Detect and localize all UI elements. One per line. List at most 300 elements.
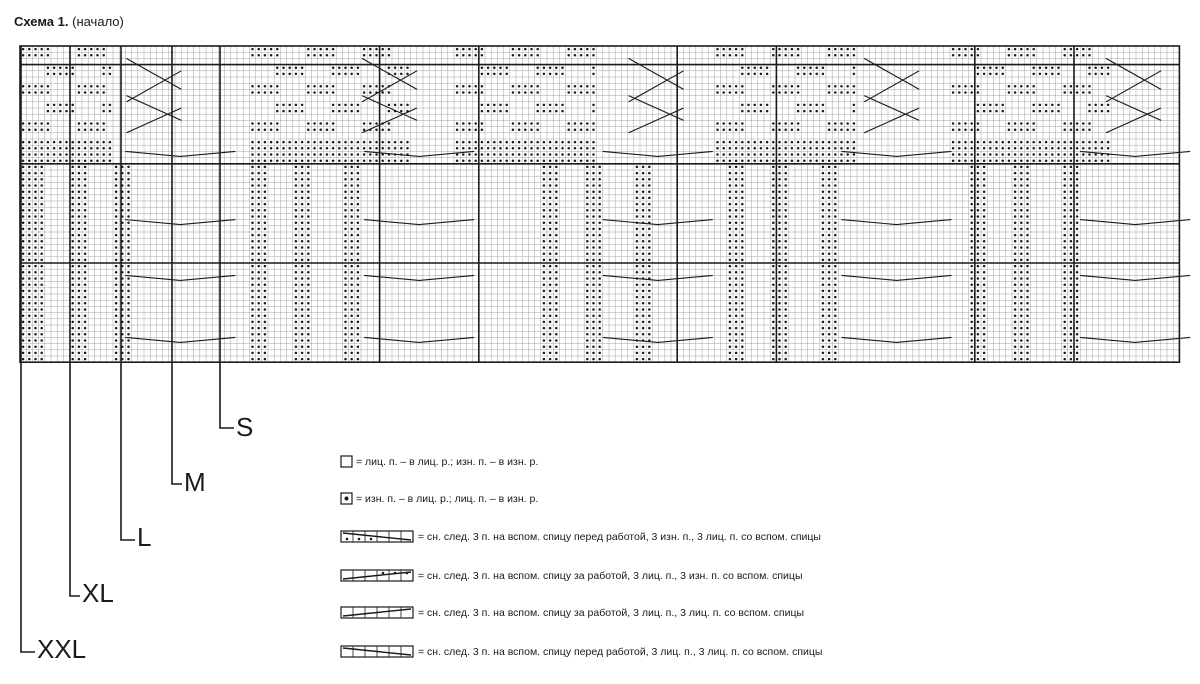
purl-dot — [474, 159, 477, 162]
purl-dot — [636, 327, 639, 330]
purl-dot — [760, 73, 763, 76]
purl-dot — [301, 147, 304, 150]
purl-dot — [784, 203, 787, 206]
purl-dot — [784, 209, 787, 212]
purl-dot — [772, 321, 775, 324]
purl-dot — [1107, 66, 1110, 69]
purl-dot — [257, 209, 260, 212]
purl-dot — [357, 172, 360, 175]
purl-dot — [71, 234, 74, 237]
purl-dot — [357, 271, 360, 274]
purl-dot — [983, 352, 986, 355]
purl-dot — [127, 228, 130, 231]
purl-dot — [96, 122, 99, 125]
purl-dot — [47, 48, 50, 51]
purl-dot — [574, 48, 577, 51]
purl-dot — [251, 302, 254, 305]
purl-dot — [40, 166, 43, 169]
purl-dot — [400, 159, 403, 162]
purl-dot — [592, 209, 595, 212]
purl-dot — [1014, 122, 1017, 125]
purl-dot — [332, 85, 335, 88]
purl-dot — [1051, 141, 1054, 144]
purl-dot — [487, 104, 490, 107]
purl-dot — [809, 147, 812, 150]
purl-dot — [264, 178, 267, 181]
purl-dot — [1094, 110, 1097, 113]
purl-dot — [71, 246, 74, 249]
purl-dot — [1014, 190, 1017, 193]
purl-dot — [288, 73, 291, 76]
purl-dot — [983, 190, 986, 193]
purl-dot — [822, 277, 825, 280]
purl-dot — [84, 339, 87, 342]
purl-dot — [307, 184, 310, 187]
purl-dot — [257, 240, 260, 243]
purl-dot — [977, 252, 980, 255]
purl-dot — [741, 122, 744, 125]
purl-dot — [1070, 178, 1073, 181]
purl-dot — [772, 178, 775, 181]
purl-dot — [102, 85, 105, 88]
purl-dot — [264, 259, 267, 262]
purl-dot — [828, 166, 831, 169]
purl-dot — [592, 197, 595, 200]
purl-dot — [1076, 321, 1079, 324]
purl-dot — [518, 128, 521, 131]
purl-dot — [375, 54, 378, 57]
purl-dot — [549, 110, 552, 113]
purl-dot — [1076, 209, 1079, 212]
purl-dot — [1076, 252, 1079, 255]
purl-dot — [1026, 345, 1029, 348]
purl-dot — [536, 66, 539, 69]
purl-dot — [642, 333, 645, 336]
purl-dot — [809, 159, 812, 162]
purl-dot — [543, 240, 546, 243]
purl-dot — [406, 159, 409, 162]
purl-dot — [22, 333, 25, 336]
purl-dot — [307, 283, 310, 286]
purl-dot — [1020, 246, 1023, 249]
purl-dot — [598, 234, 601, 237]
purl-dot — [543, 141, 546, 144]
purl-dot — [307, 203, 310, 206]
purl-dot — [741, 141, 744, 144]
purl-dot — [282, 147, 285, 150]
purl-dot — [1020, 147, 1023, 150]
cable-chevron-line — [1080, 275, 1190, 280]
purl-dot — [264, 147, 267, 150]
purl-dot — [828, 290, 831, 293]
purl-dot — [59, 110, 62, 113]
purl-dot — [735, 178, 738, 181]
legend-text: = сн. след. 3 п. на вспом. спицу за работой, 3 лиц. п., 3 изн. п. со вспом. спицы — [418, 570, 803, 582]
purl-dot — [1070, 159, 1073, 162]
purl-dot — [375, 85, 378, 88]
purl-dot — [722, 48, 725, 51]
purl-dot — [642, 246, 645, 249]
purl-dot — [822, 345, 825, 348]
purl-dot — [65, 104, 68, 107]
purl-dot — [71, 327, 74, 330]
purl-dot — [561, 73, 564, 76]
purl-dot — [834, 228, 837, 231]
purl-dot — [592, 321, 595, 324]
purl-dot — [995, 73, 998, 76]
purl-dot — [1082, 128, 1085, 131]
purl-dot — [1014, 352, 1017, 355]
purl-dot — [977, 327, 980, 330]
purl-dot — [357, 166, 360, 169]
purl-dot — [1045, 159, 1048, 162]
purl-dot — [530, 85, 533, 88]
purl-dot — [363, 54, 366, 57]
purl-dot — [307, 54, 310, 57]
purl-dot — [586, 265, 589, 268]
purl-dot — [332, 54, 335, 57]
purl-dot — [543, 203, 546, 206]
purl-dot — [586, 259, 589, 262]
purl-dot — [1070, 85, 1073, 88]
purl-dot — [964, 54, 967, 57]
purl-dot — [592, 302, 595, 305]
purl-dot — [1088, 122, 1091, 125]
purl-dot — [84, 122, 87, 125]
purl-dot — [970, 159, 973, 162]
purl-dot — [592, 147, 595, 150]
purl-dot — [598, 203, 601, 206]
purl-dot — [803, 73, 806, 76]
purl-dot — [834, 54, 837, 57]
purl-dot — [264, 265, 267, 268]
purl-dot — [78, 203, 81, 206]
purl-dot — [853, 147, 856, 150]
purl-dot — [71, 259, 74, 262]
purl-dot — [636, 290, 639, 293]
purl-dot — [592, 54, 595, 57]
purl-dot — [772, 283, 775, 286]
purl-dot — [828, 259, 831, 262]
purl-dot — [1014, 91, 1017, 94]
purl-dot — [822, 259, 825, 262]
purl-dot — [561, 110, 564, 113]
purl-dot — [636, 352, 639, 355]
purl-dot — [1076, 240, 1079, 243]
purl-dot — [995, 159, 998, 162]
purl-dot — [822, 209, 825, 212]
purl-dot — [840, 122, 843, 125]
purl-dot — [834, 339, 837, 342]
purl-dot — [65, 110, 68, 113]
purl-dot — [251, 159, 254, 162]
cable-chevron-line — [1080, 337, 1190, 342]
purl-dot — [350, 290, 353, 293]
purl-dot — [822, 271, 825, 274]
purl-dot — [977, 128, 980, 131]
purl-dot — [1076, 327, 1079, 330]
purl-dot — [598, 252, 601, 255]
purl-dot — [53, 159, 56, 162]
purl-dot — [456, 147, 459, 150]
cable-chevron-line — [603, 275, 713, 280]
purl-dot — [1063, 228, 1066, 231]
purl-dot — [350, 184, 353, 187]
purl-dot — [524, 48, 527, 51]
purl-dot — [834, 283, 837, 286]
purl-dot — [555, 141, 558, 144]
purl-dot — [592, 166, 595, 169]
purl-dot — [257, 277, 260, 280]
purl-dot — [822, 321, 825, 324]
purl-dot — [834, 209, 837, 212]
purl-dot — [840, 147, 843, 150]
purl-dot — [512, 91, 515, 94]
purl-dot — [264, 203, 267, 206]
purl-dot — [1063, 321, 1066, 324]
purl-dot — [735, 345, 738, 348]
purl-dot — [648, 240, 651, 243]
purl-dot — [319, 153, 322, 156]
purl-dot — [729, 166, 732, 169]
purl-dot — [456, 54, 459, 57]
purl-dot — [282, 73, 285, 76]
purl-dot — [741, 321, 744, 324]
purl-dot — [716, 141, 719, 144]
purl-dot — [964, 48, 967, 51]
purl-dot — [977, 190, 980, 193]
purl-dot — [970, 91, 973, 94]
purl-dot — [1076, 234, 1079, 237]
purl-dot — [778, 277, 781, 280]
purl-dot — [313, 85, 316, 88]
purl-dot — [301, 283, 304, 286]
purl-dot — [592, 345, 595, 348]
purl-dot — [78, 221, 81, 224]
purl-dot — [1020, 327, 1023, 330]
purl-dot — [34, 252, 37, 255]
purl-dot — [493, 73, 496, 76]
purl-dot — [543, 209, 546, 212]
purl-dot — [586, 234, 589, 237]
purl-dot — [549, 215, 552, 218]
purl-dot — [784, 234, 787, 237]
purl-dot — [729, 339, 732, 342]
purl-dot — [84, 333, 87, 336]
purl-dot — [344, 166, 347, 169]
purl-dot — [778, 308, 781, 311]
purl-dot — [251, 215, 254, 218]
purl-dot — [828, 339, 831, 342]
purl-dot — [84, 178, 87, 181]
purl-dot — [828, 197, 831, 200]
purl-dot — [561, 147, 564, 150]
purl-dot — [741, 197, 744, 200]
purl-dot — [642, 358, 645, 361]
purl-dot — [34, 302, 37, 305]
purl-dot — [983, 147, 986, 150]
purl-dot — [71, 159, 74, 162]
purl-dot — [822, 358, 825, 361]
purl-dot — [127, 246, 130, 249]
purl-dot — [34, 327, 37, 330]
purl-dot — [977, 339, 980, 342]
purl-dot — [301, 271, 304, 274]
purl-dot — [338, 147, 341, 150]
purl-dot — [834, 333, 837, 336]
purl-dot — [735, 197, 738, 200]
purl-dot — [84, 228, 87, 231]
purl-dot — [34, 240, 37, 243]
purl-dot — [115, 277, 118, 280]
purl-dot — [22, 240, 25, 243]
purl-dot — [1088, 153, 1091, 156]
purl-dot — [642, 234, 645, 237]
purl-dot — [592, 73, 595, 76]
purl-dot — [295, 345, 298, 348]
purl-dot — [307, 141, 310, 144]
purl-dot — [357, 352, 360, 355]
purl-dot — [127, 234, 130, 237]
purl-dot — [555, 283, 558, 286]
purl-dot — [350, 104, 353, 107]
purl-dot — [22, 184, 25, 187]
purl-dot — [1076, 197, 1079, 200]
purl-dot — [344, 234, 347, 237]
purl-dot — [40, 147, 43, 150]
purl-dot — [40, 327, 43, 330]
purl-dot — [78, 333, 81, 336]
purl-dot — [1014, 54, 1017, 57]
purl-dot — [741, 290, 744, 293]
purl-dot — [84, 48, 87, 51]
purl-dot — [1076, 283, 1079, 286]
purl-dot — [983, 271, 986, 274]
purl-dot — [735, 290, 738, 293]
purl-dot — [970, 339, 973, 342]
purl-dot — [102, 54, 105, 57]
purl-dot — [598, 178, 601, 181]
purl-dot — [970, 345, 973, 348]
purl-dot — [1063, 302, 1066, 305]
purl-dot — [543, 66, 546, 69]
purl-dot — [28, 234, 31, 237]
purl-dot — [40, 277, 43, 280]
purl-dot — [288, 159, 291, 162]
purl-dot — [983, 110, 986, 113]
purl-dot — [524, 85, 527, 88]
cable-cross-line — [1106, 58, 1161, 89]
purl-dot — [549, 178, 552, 181]
purl-dot — [555, 333, 558, 336]
purl-dot — [251, 48, 254, 51]
purl-dot — [1008, 48, 1011, 51]
purl-dot — [592, 296, 595, 299]
purl-dot — [729, 54, 732, 57]
purl-dot — [22, 283, 25, 286]
purl-dot — [357, 252, 360, 255]
purl-dot — [778, 290, 781, 293]
purl-dot — [977, 48, 980, 51]
purl-dot — [970, 54, 973, 57]
purl-dot — [809, 73, 812, 76]
purl-dot — [363, 91, 366, 94]
purl-dot — [22, 259, 25, 262]
purl-dot — [592, 159, 595, 162]
purl-dot — [543, 178, 546, 181]
purl-dot — [642, 321, 645, 324]
legend-row-cable-3 — [340, 606, 804, 620]
purl-dot — [1076, 308, 1079, 311]
purl-dot — [518, 159, 521, 162]
purl-dot — [1076, 345, 1079, 348]
purl-dot — [59, 73, 62, 76]
purl-dot — [47, 128, 50, 131]
purl-dot — [307, 271, 310, 274]
purl-dot — [394, 66, 397, 69]
purl-dot — [977, 85, 980, 88]
purl-dot — [536, 128, 539, 131]
purl-dot — [1063, 327, 1066, 330]
purl-dot — [71, 203, 74, 206]
purl-dot — [96, 85, 99, 88]
purl-dot — [34, 283, 37, 286]
purl-dot — [636, 314, 639, 317]
purl-dot — [350, 246, 353, 249]
purl-dot — [561, 66, 564, 69]
purl-dot — [71, 240, 74, 243]
purl-dot — [952, 91, 955, 94]
size-line-xxl — [21, 46, 35, 652]
purl-dot — [741, 358, 744, 361]
purl-dot — [834, 48, 837, 51]
purl-dot — [350, 296, 353, 299]
purl-dot — [78, 159, 81, 162]
purl-dot — [28, 265, 31, 268]
purl-dot — [1020, 141, 1023, 144]
purl-dot — [543, 339, 546, 342]
purl-dot — [834, 321, 837, 324]
purl-dot — [741, 184, 744, 187]
purl-dot — [797, 128, 800, 131]
purl-dot — [115, 345, 118, 348]
purl-dot — [468, 54, 471, 57]
purl-dot — [958, 48, 961, 51]
purl-dot — [350, 252, 353, 255]
purl-dot — [251, 85, 254, 88]
cable-chevron-line — [364, 275, 474, 280]
purl-dot — [822, 215, 825, 218]
purl-dot — [295, 259, 298, 262]
purl-dot — [22, 221, 25, 224]
purl-dot — [524, 122, 527, 125]
purl-dot — [96, 54, 99, 57]
purl-dot — [22, 153, 25, 156]
purl-dot — [357, 283, 360, 286]
purl-dot — [301, 209, 304, 212]
purl-dot — [71, 283, 74, 286]
purl-dot — [71, 197, 74, 200]
purl-dot — [319, 141, 322, 144]
purl-dot — [1107, 110, 1110, 113]
purl-dot — [760, 141, 763, 144]
purl-dot — [784, 314, 787, 317]
purl-dot — [828, 122, 831, 125]
purl-dot — [350, 259, 353, 262]
purl-dot — [84, 246, 87, 249]
purl-dot — [332, 48, 335, 51]
purl-dot — [257, 197, 260, 200]
